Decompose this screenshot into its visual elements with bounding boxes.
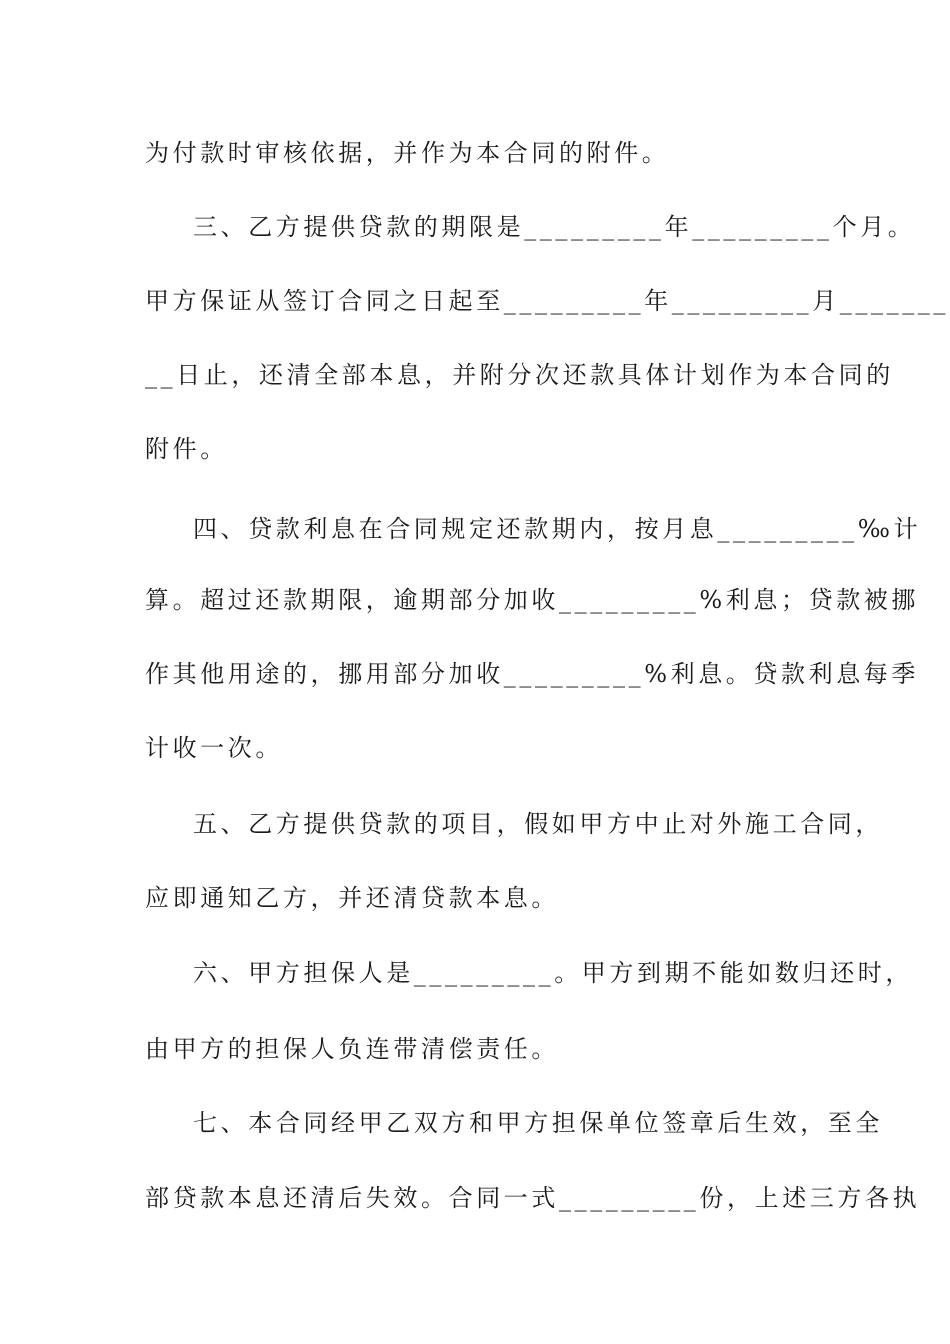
clause-7-line: 七、本合同经甲乙双方和甲方担保单位签章后生效，至全 [193, 1109, 883, 1137]
text-line: 应即通知乙方，并还清贷款本息。 [145, 884, 559, 912]
clause-3-line: 三、乙方提供贷款的期限是_________年_________个月。 [193, 213, 916, 241]
clause-4-line: 四、贷款利息在合同规定还款期内，按月息_________‰计 [193, 515, 922, 543]
text-line: __日止，还清全部本息，并附分次还款具体计划作为本合同的 [145, 361, 894, 389]
clause-6-line: 六、甲方担保人是_________。甲方到期不能如数归还时， [193, 959, 913, 987]
text-line: 部贷款本息还清后失效。合同一式_________份，上述三方各执 [145, 1184, 921, 1212]
text-line: 作其他用途的，挪用部分加收_________%利息。贷款利息每季 [145, 660, 920, 688]
text-line: 由甲方的担保人负连带清偿责任。 [145, 1035, 559, 1063]
text-line: 计收一次。 [145, 734, 283, 762]
text-line: 甲方保证从签订合同之日起至_________年_________月_______ [145, 287, 949, 315]
text-line: 算。超过还款期限，逾期部分加收_________%利息；贷款被挪 [145, 586, 920, 614]
text-line: 附件。 [145, 435, 228, 463]
clause-5-line: 五、乙方提供贷款的项目，假如甲方中止对外施工合同， [193, 810, 883, 838]
text-line: 为付款时审核依据，并作为本合同的附件。 [145, 139, 670, 167]
